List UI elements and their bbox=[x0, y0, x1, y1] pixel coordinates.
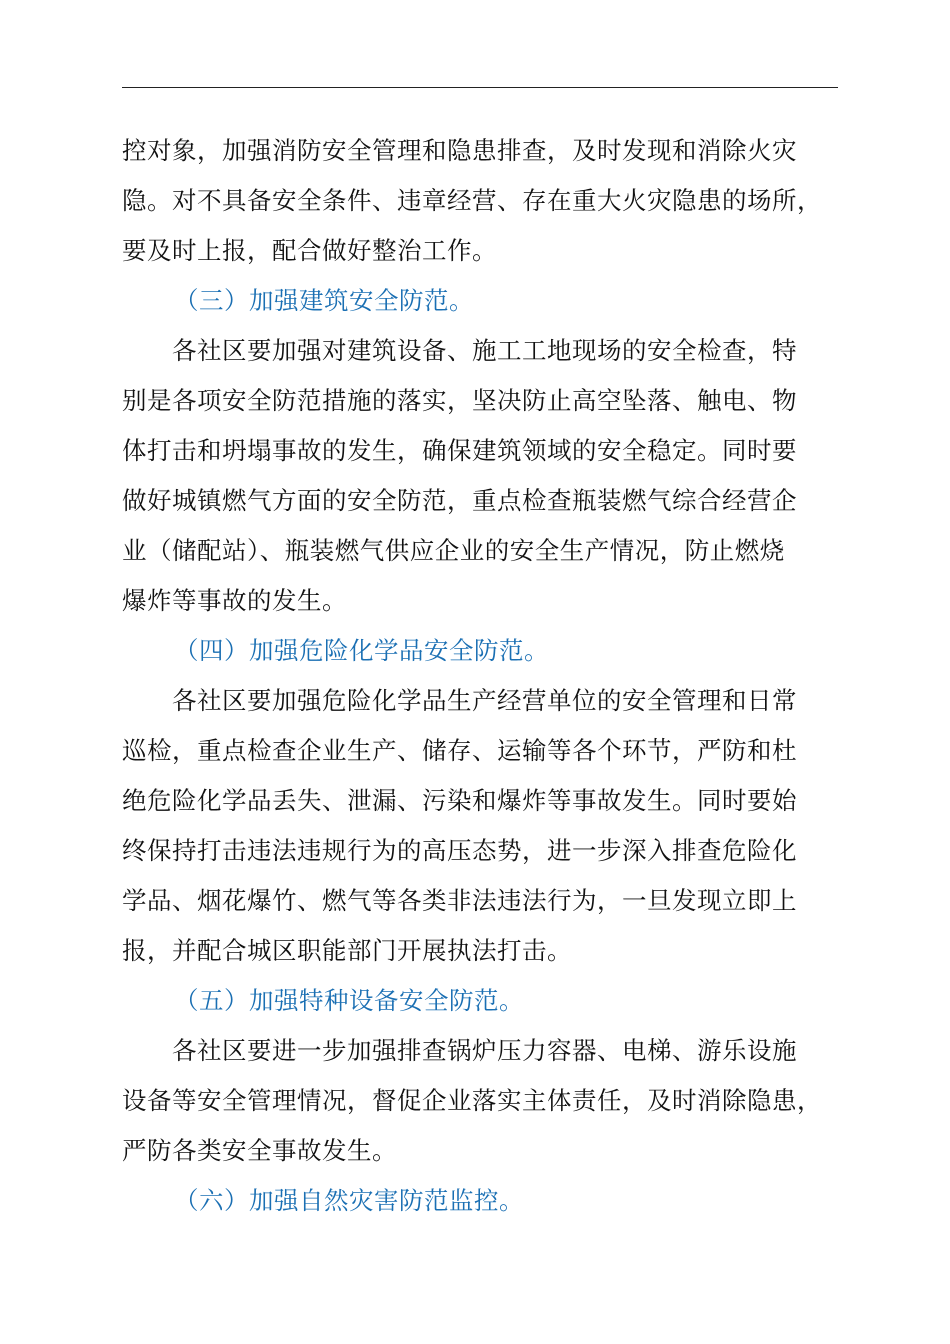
text-line: 隐。对不具备安全条件、违章经营、存在重大火灾隐患的场所， bbox=[122, 186, 822, 215]
text-line: 各社区要加强危险化学品生产经营单位的安全管理和日常 bbox=[172, 686, 797, 715]
text-line: 各社区要进一步加强排查锅炉压力容器、电梯、游乐设施 bbox=[172, 1036, 797, 1065]
paragraph-building-safety bbox=[122, 326, 862, 626]
section-heading-5: （五）加强特种设备安全防范。 bbox=[174, 986, 524, 1015]
text-line: 绝危险化学品丢失、泄漏、污染和爆炸等事故发生。同时要始 bbox=[122, 786, 797, 815]
section-heading-6: （六）加强自然灾害防范监控。 bbox=[174, 1186, 524, 1215]
text-line: 学品、烟花爆竹、燃气等各类非法违法行为，一旦发现立即上 bbox=[122, 886, 797, 915]
paragraph-special-equipment bbox=[122, 1026, 862, 1176]
header-rule bbox=[122, 87, 838, 88]
section-heading-4: （四）加强危险化学品安全防范。 bbox=[174, 636, 549, 665]
text-line: 各社区要加强对建筑设备、施工工地现场的安全检查，特 bbox=[172, 336, 797, 365]
text-line: 严防各类安全事故发生。 bbox=[122, 1136, 397, 1165]
text-line: 业（储配站）、瓶装燃气供应企业的安全生产情况，防止燃烧 bbox=[122, 536, 785, 565]
text-line: 别是各项安全防范措施的落实，坚决防止高空坠落、触电、物 bbox=[122, 386, 797, 415]
paragraph-hazardous-chemicals bbox=[122, 676, 862, 976]
text-line: 报，并配合城区职能部门开展执法打击。 bbox=[122, 936, 572, 965]
text-line: 巡检，重点检查企业生产、储存、运输等各个环节，严防和杜 bbox=[122, 736, 797, 765]
document-body bbox=[122, 126, 862, 1226]
text-line: 控对象，加强消防安全管理和隐患排查，及时发现和消除火灾 bbox=[122, 136, 797, 165]
text-line: 终保持打击违法违规行为的高压态势，进一步深入排查危险化 bbox=[122, 836, 797, 865]
paragraph-fire-safety bbox=[122, 126, 862, 276]
text-line: 设备等安全管理情况，督促企业落实主体责任，及时消除隐患， bbox=[122, 1086, 822, 1115]
text-line: 做好城镇燃气方面的安全防范，重点检查瓶装燃气综合经营企 bbox=[122, 486, 797, 515]
text-line: 体打击和坍塌事故的发生，确保建筑领域的安全稳定。同时要 bbox=[122, 436, 797, 465]
text-line: 爆炸等事故的发生。 bbox=[122, 586, 347, 615]
text-line: 要及时上报，配合做好整治工作。 bbox=[122, 236, 497, 265]
section-heading-3: （三）加强建筑安全防范。 bbox=[174, 286, 474, 315]
